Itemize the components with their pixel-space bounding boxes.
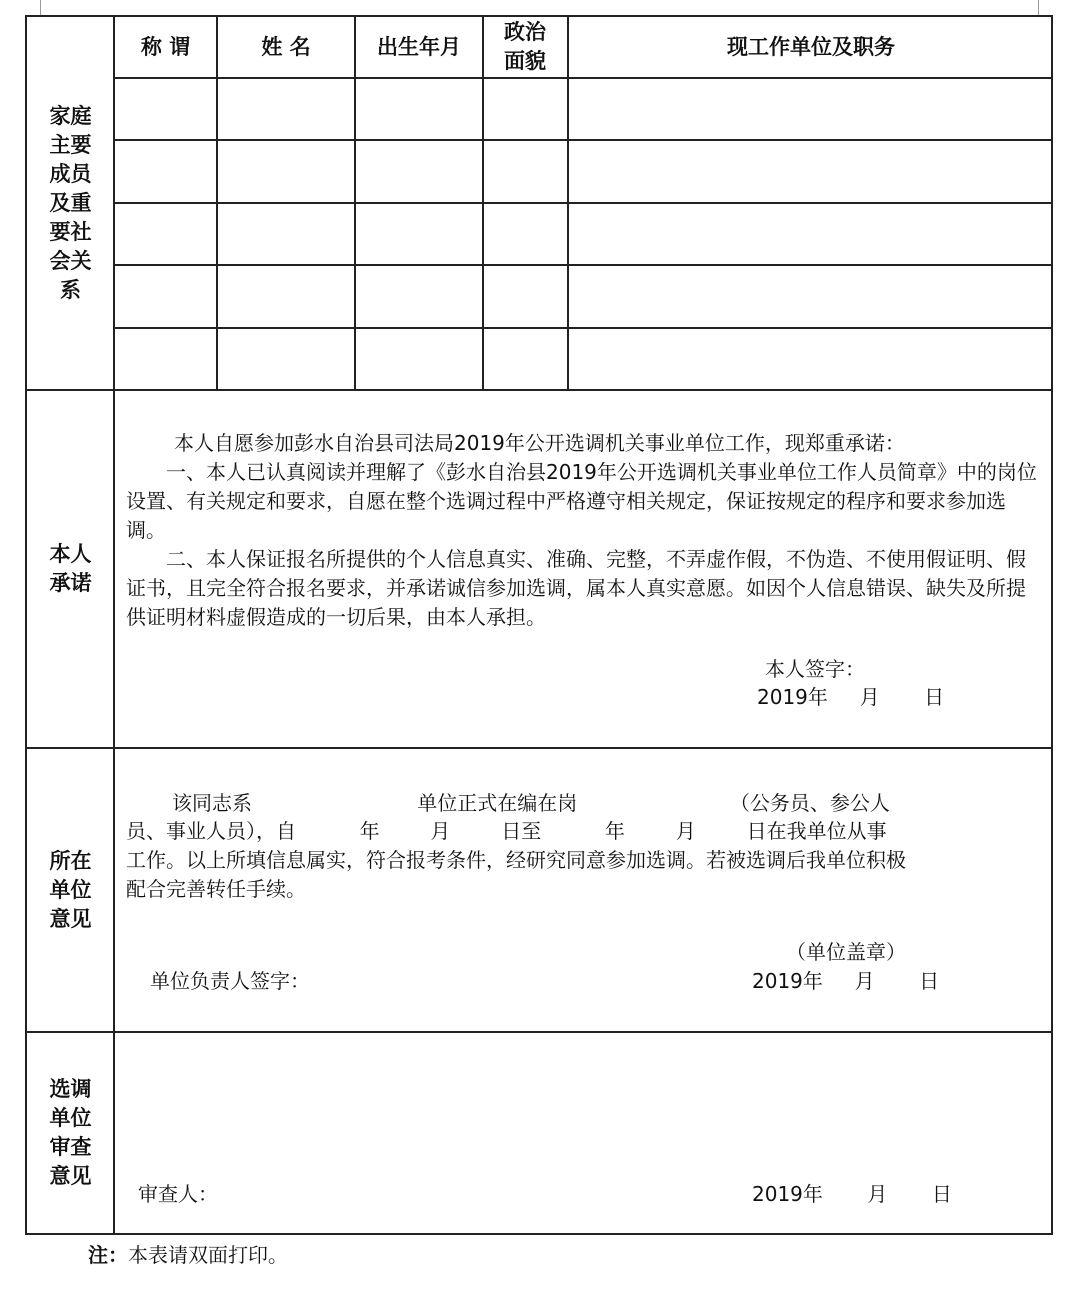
promise-paragraph-1: 一、本人已认真阅读并理解了《彭水自治县2019年公开选调机关事业单位工作人员简章》中的岗位设置、有关规定和要求，自愿在整个选调过程中严格遵守相关规定，保证按规定的程序和要求参加选调。	[126, 460, 1037, 542]
unit-leader-signature-label: 单位负责人签字：	[150, 969, 310, 993]
promise-paragraph-2: 二、本人保证报名所提供的个人信息真实、准确、完整，不弄虚作假，不伪造、不使用假证明、假证书，且完全符合报名要求，并承诺诚信参加选调，属本人真实意愿。如因个人信息错误、缺失及所提供证明材料虚假造成的一切后果，由本人承担。	[126, 547, 1026, 629]
table-row	[115, 329, 1053, 389]
section-divider	[25, 747, 1053, 749]
unit-opinion-line-4: 配合完善转任手续。	[126, 877, 306, 901]
table-row	[115, 204, 1053, 264]
self-signature-label: 本人签字：	[765, 657, 865, 681]
unit-opinion-line-2: 员、事业人员），自 年 月 日至 年 月 日在我单位从事	[126, 819, 887, 843]
review-section-label: 选调单位审查意见	[49, 1077, 92, 1188]
promise-date-line: 2019年 月 日	[757, 685, 945, 709]
unit-stamp-label: （单位盖章）	[786, 940, 906, 964]
footnote	[88, 1241, 288, 1270]
header-name: 姓 名	[261, 34, 311, 59]
page-edge-line	[1038, 0, 1039, 16]
table-row	[115, 79, 1053, 139]
reviewer-label: 审查人：	[138, 1182, 218, 1206]
table-row	[115, 266, 1053, 327]
unit-opinion-section-label: 所在单位意见	[49, 848, 92, 931]
footnote-label: 注：	[88, 1243, 128, 1267]
unit-opinion-line-3: 工作。以上所填信息属实，符合报考条件，经研究同意参加选调。若被选调后我单位积极	[126, 848, 906, 872]
promise-section-label: 本人承诺	[49, 542, 92, 595]
footnote-text: 本表请双面打印。	[128, 1243, 288, 1267]
table-row	[115, 141, 1053, 202]
header-political-status: 政治面貌	[504, 20, 546, 73]
section-divider	[25, 1031, 1053, 1033]
header-birth-date: 出生年月	[377, 34, 461, 59]
unit-opinion-date-line: 2019年 月 日	[752, 969, 940, 993]
review-date-line: 2019年 月 日	[752, 1182, 952, 1206]
promise-paragraph-intro: 本人自愿参加彭水自治县司法局2019年公开选调机关事业单位工作，现郑重承诺：	[174, 431, 905, 455]
header-work-unit-position: 现工作单位及职务	[727, 34, 895, 59]
family-section-label: 家庭主要成员及重要社会关系	[49, 103, 92, 302]
header-appellation: 称 谓	[140, 34, 191, 59]
unit-opinion-line-1: 该同志系 单位正式在编在岗 （公务员、参公人	[172, 791, 890, 815]
page-edge-line	[40, 0, 41, 16]
section-divider	[25, 389, 1053, 391]
